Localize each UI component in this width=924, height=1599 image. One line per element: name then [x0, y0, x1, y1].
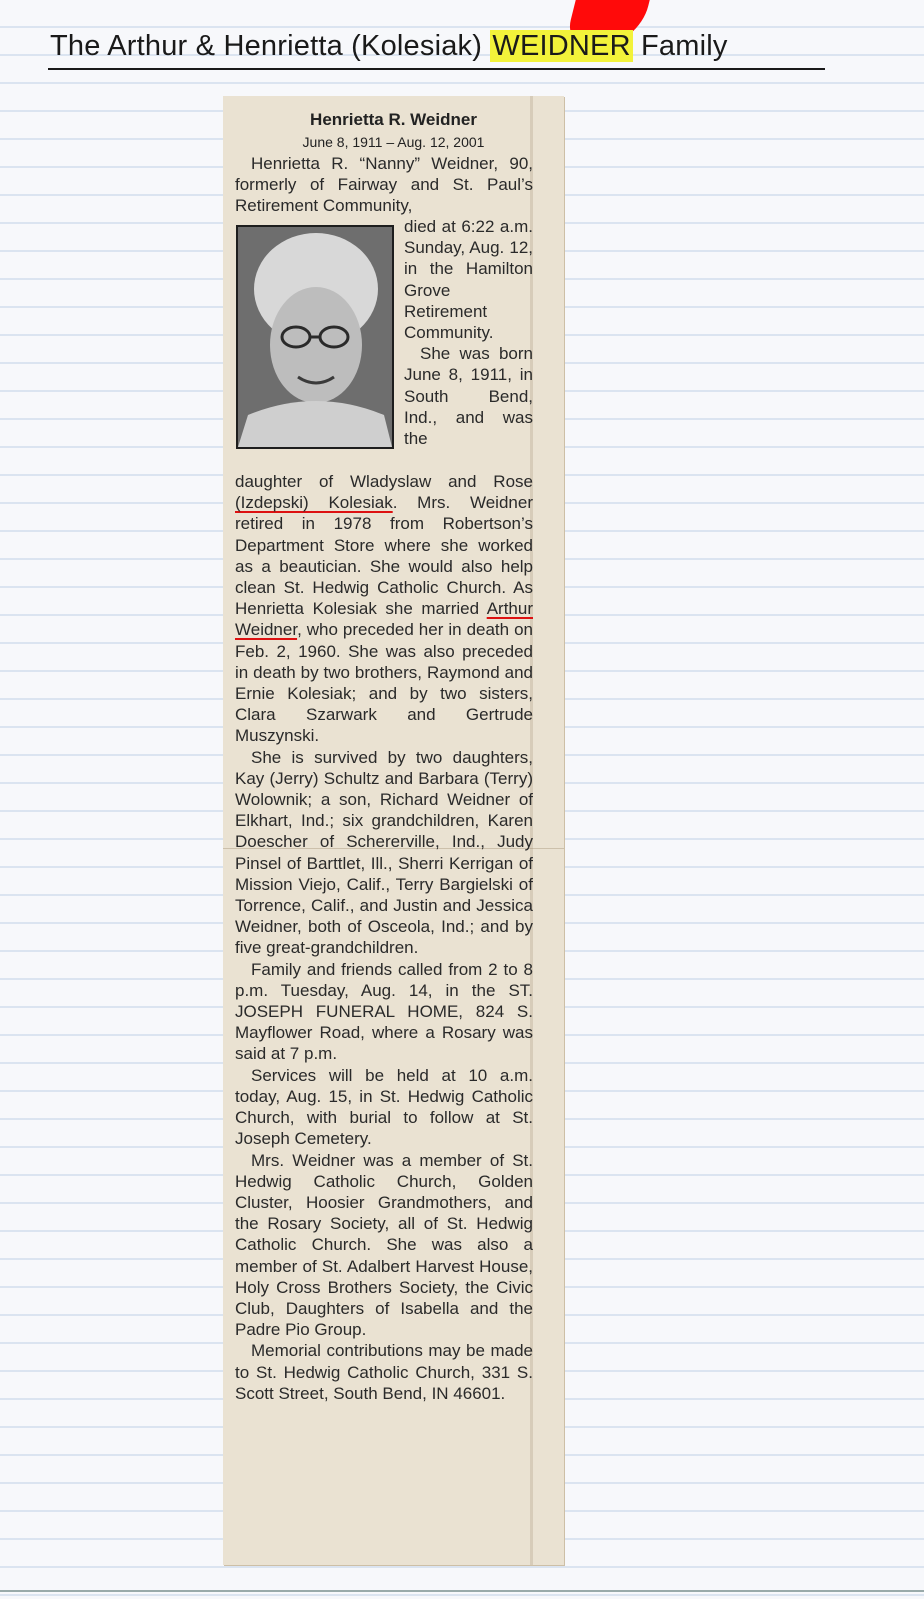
obituary-narrow-column: [404, 216, 533, 449]
title-prefix: The Arthur & Henrietta (Kolesiak): [50, 30, 491, 62]
survivors-paragraph: She is survived by two daughters, Kay (Jerry) Schultz and Barbara (Terry) Wolownik; a son, Richard Weidner of Elkhart, Ind.; six grandchildren, Karen Doescher of Schererville, Ind., Judy Pinsel of Barttlet, Ill., Sherri Kerrigan of Mission Viejo, Calif., Terry Bargielski of Torrence, Calif., and Justin and Jessica Weidner, both of Osceola, Ind.; and by five great-grandchildren.: [235, 747, 533, 958]
portrait-photo-graphic: [238, 227, 392, 447]
memorial-paragraph: Memorial contributions may be made to St. Hedwig Catholic Church, 331 S. Scott Street, South Bend, IN 46601.: [235, 1341, 533, 1403]
obituary-intro-top: [235, 153, 533, 217]
highlighted-surname: WEIDNER: [492, 30, 631, 62]
portrait-photo: [236, 225, 394, 449]
page-title: [50, 30, 728, 63]
obituary-name: Henrietta R. Weidner: [310, 110, 477, 129]
maiden-name-underlined: (Izdepski) Kolesiak: [235, 493, 393, 513]
visitation-paragraph: Family and friends called from 2 to 8 p.m. Tuesday, Aug. 14, in the ST. JOSEPH FUNERAL HOME, 824 S. Mayflower Road, where a Rosary was said at 7 p.m.: [235, 959, 533, 1064]
biography-text-a: daughter of Wladyslaw and Rose: [235, 472, 533, 491]
husband-name-underlined: Arthur Weidner: [235, 599, 533, 640]
biography-paragraph: [235, 471, 533, 747]
title-underline: [48, 68, 825, 70]
intro-top-text: Henrietta R. “Nanny” Weidner, 90, formerly of Fairway and St. Paul’s Retirement Community,: [235, 154, 533, 216]
memberships-paragraph: Mrs. Weidner was a member of St. Hedwig Catholic Church, Golden Cluster, Hoosier Grandmothers, and the Rosary Society, all of St. Hedwig Catholic Church. She was also a member of St. Adalbert Harvest House, Holy Cross Brothers Society, the Civic Club, Daughters of Isabella and the Padre Pio Group.: [235, 1150, 533, 1340]
biography-text-c: , who preceded her in death on Feb. 2, 1960. She was also preceded in death by two brothers, Raymond and Ernie Kolesiak; and by two sisters, Clara Szarwark and Gertrude Muszynski.: [235, 620, 533, 746]
title-suffix: Family: [632, 30, 728, 62]
biography-text-b: . Mrs. Weidner retired in 1978 from Robertson’s Department Store where she worked as a beautician. She would also help clean St. Hedwig Catholic Church. As Henrietta Kolesiak she married: [235, 493, 533, 619]
obituary-dates: June 8, 1911 – Aug. 12, 2001: [302, 134, 485, 150]
page-bottom-edge: [0, 1590, 924, 1592]
services-paragraph: Services will be held at 10 a.m. today, Aug. 15, in St. Hedwig Catholic Church, with burial to follow at St. Joseph Cemetery.: [235, 1065, 533, 1149]
obituary-body: [235, 471, 533, 1404]
intro-narrow-text: died at 6:22 a.m. Sunday, Aug. 12, in the Hamilton Grove Retirement Community.: [404, 217, 533, 343]
born-narrow-text: She was born June 8, 1911, in South Bend, Ind., and was the: [404, 344, 533, 449]
